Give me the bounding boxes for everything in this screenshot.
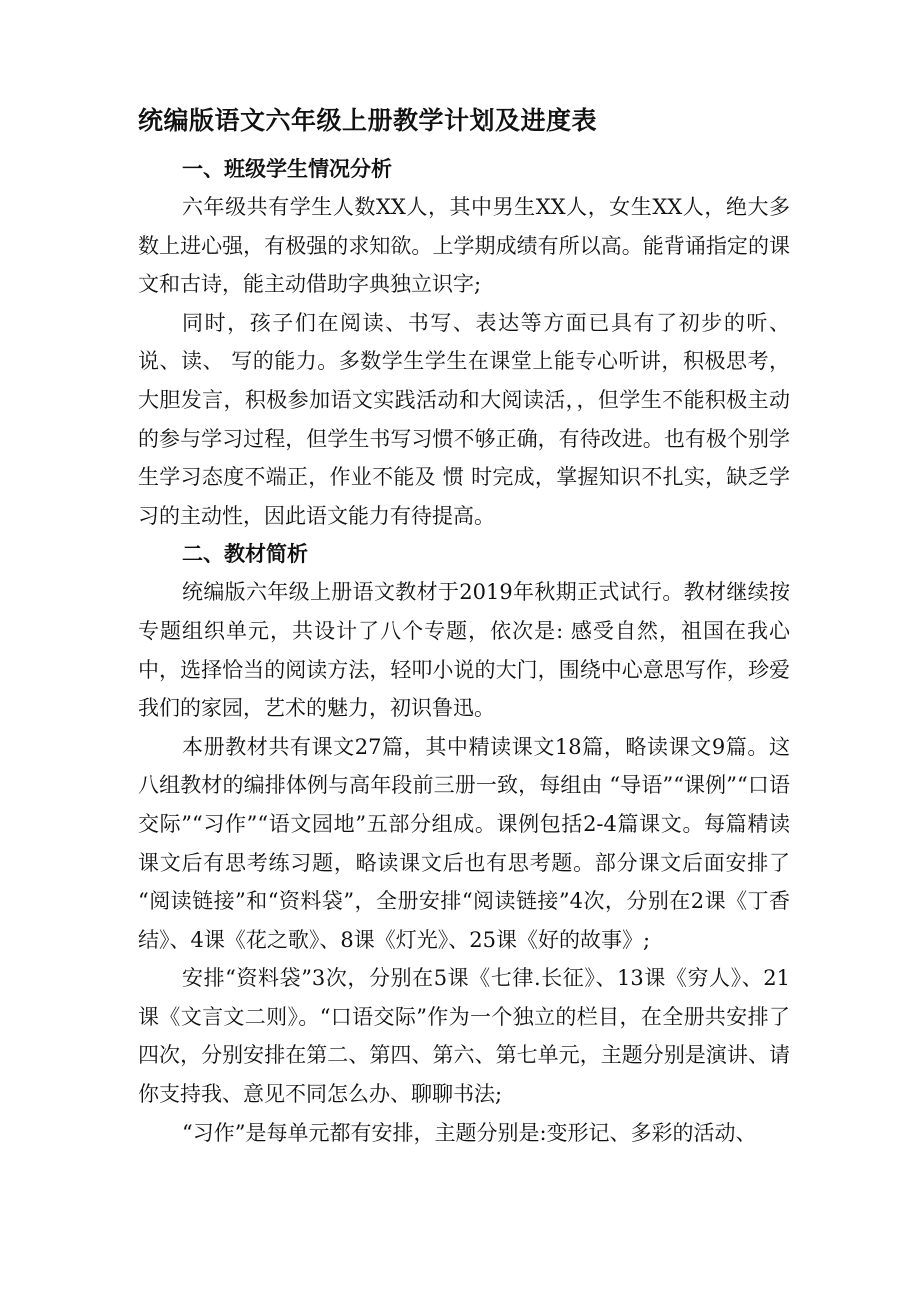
paragraph: “习作”是每单元都有安排，主题分别是:变形记、多彩的活动、 (182, 1120, 757, 1145)
section-textbook-analysis (138, 535, 790, 1152)
section-class-analysis (138, 150, 790, 535)
document-title: 统编版语文六年级上册教学计划及进度表 (138, 106, 598, 135)
section-heading: 一、班级学生情况分析 (182, 156, 392, 181)
paragraph: 本册教材共有课文27篇，其中精读课文18篇，略读课文9篇。这八组教材的编排体例与高年段前三册一致，每组由 “导语”“课例”“口语交际”“习作”“语文园地”五部分组成。课例包括2-4篇课文。每篇精读课文后有思考练习题，略读课文后也有思考题。部分课文后面安排了 “阅读链接”和“资料袋”，全册安排“阅读链接”4次，分别在2课《丁香结》、4课《花之歌》、8课《灯光》、25课《好的故事》; (138, 734, 790, 952)
paragraph: 统编版六年级上册语文教材于2019年秋期正式试行。教材继续按专题组织单元，共设计了八个专题，依次是: 感受自然，祖国在我心中，选择恰当的阅读方法，轻叩小说的大门，围绕中心意思写作，珍爱我们的家园，艺术的魅力，初识鲁迅。 (138, 580, 790, 721)
paragraph: 安排“资料袋”3次，分别在5课《七律.长征》、13课《穷人》、21课《文言文二则》。“口语交际”作为一个独立的栏目，在全册共安排了四次，分别安排在第二、第四、第六、第七单元，主题分别是演讲、请你支持我、意见不同怎么办、聊聊书法; (138, 966, 790, 1107)
section-heading: 二、教材简析 (182, 541, 308, 567)
paragraph: 同时，孩子们在阅读、书写、表达等方面已具有了初步的听、说、读、 写的能力。多数学生学生在课堂上能专心听讲，积极思考，大胆发言，积极参加语文实践活动和大阅读活，，但学生不能积极主动的参与学习过程，但学生书写习惯不够正确，有待改进。也有极个别学生学习态度不端正，作业不能及 惯 时完成，掌握知识不扎实，缺乏学习的主动性，因此语文能力有待提高。 (138, 310, 790, 528)
paragraph: 六年级共有学生人数XX人，其中男生XX人，女生XX人，绝大多数上进心强，有极强的求知欲。上学期成绩有所以高。能背诵指定的课文和古诗，能主动借助字典独立识字; (138, 195, 790, 297)
document-body (138, 150, 790, 1152)
